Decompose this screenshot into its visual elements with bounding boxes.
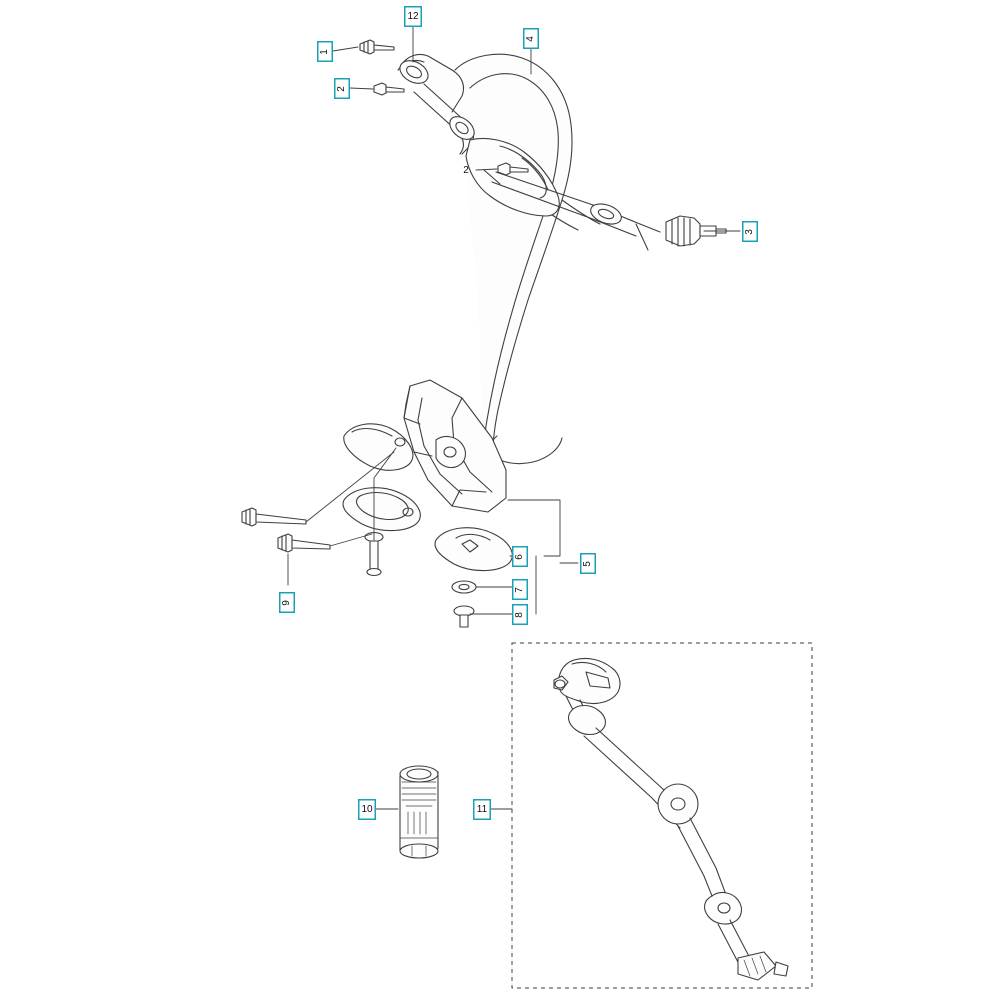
- callout-6[interactable]: [512, 546, 528, 567]
- washer-shape: [452, 581, 476, 593]
- complete-shaft-assembly-shape: [554, 658, 788, 980]
- grip-sleeve-shape: [400, 766, 438, 858]
- screw-1-shape: [360, 40, 394, 54]
- callout-4-label: 4: [525, 35, 536, 42]
- bolt-shape: [454, 606, 474, 627]
- callout-5[interactable]: [580, 553, 596, 574]
- callout-12-label: 12: [407, 10, 419, 22]
- loop-handlebar-shape: [455, 54, 600, 463]
- callout-9[interactable]: [279, 592, 295, 613]
- callout-4[interactable]: [523, 28, 539, 49]
- callout-7[interactable]: [512, 579, 528, 600]
- callout-2-upper-label: 2: [336, 85, 347, 92]
- callout-8[interactable]: [512, 604, 528, 625]
- callout-7-label: 7: [514, 586, 525, 593]
- callout-3-label: 3: [744, 228, 755, 235]
- clamp-upper-half: [344, 424, 413, 470]
- long-screw-a-shape: [242, 508, 306, 526]
- callout-9-label: 9: [281, 599, 292, 606]
- callout-1-label: 1: [319, 48, 330, 55]
- callout-2-lower-label: 2: [463, 164, 469, 176]
- callout-2-lower[interactable]: [458, 160, 474, 181]
- long-screw-b-shape: [278, 534, 330, 552]
- clamp-middle-plate: [343, 488, 420, 531]
- callout-2-upper[interactable]: [334, 78, 350, 99]
- callout-3[interactable]: [742, 221, 758, 242]
- screw-2a-shape: [374, 83, 404, 95]
- callout-10-label: 10: [361, 803, 373, 815]
- callout-10[interactable]: [358, 799, 376, 820]
- clamp-lower-half-shape: [435, 528, 512, 571]
- callout-8-label: 8: [514, 611, 525, 618]
- callout-11[interactable]: [473, 799, 491, 820]
- callout-12[interactable]: [404, 6, 422, 27]
- callout-5-label: 5: [582, 560, 593, 567]
- callout-11-label: 11: [476, 803, 488, 815]
- callout-6-label: 6: [514, 553, 525, 560]
- callout-1[interactable]: [317, 41, 333, 62]
